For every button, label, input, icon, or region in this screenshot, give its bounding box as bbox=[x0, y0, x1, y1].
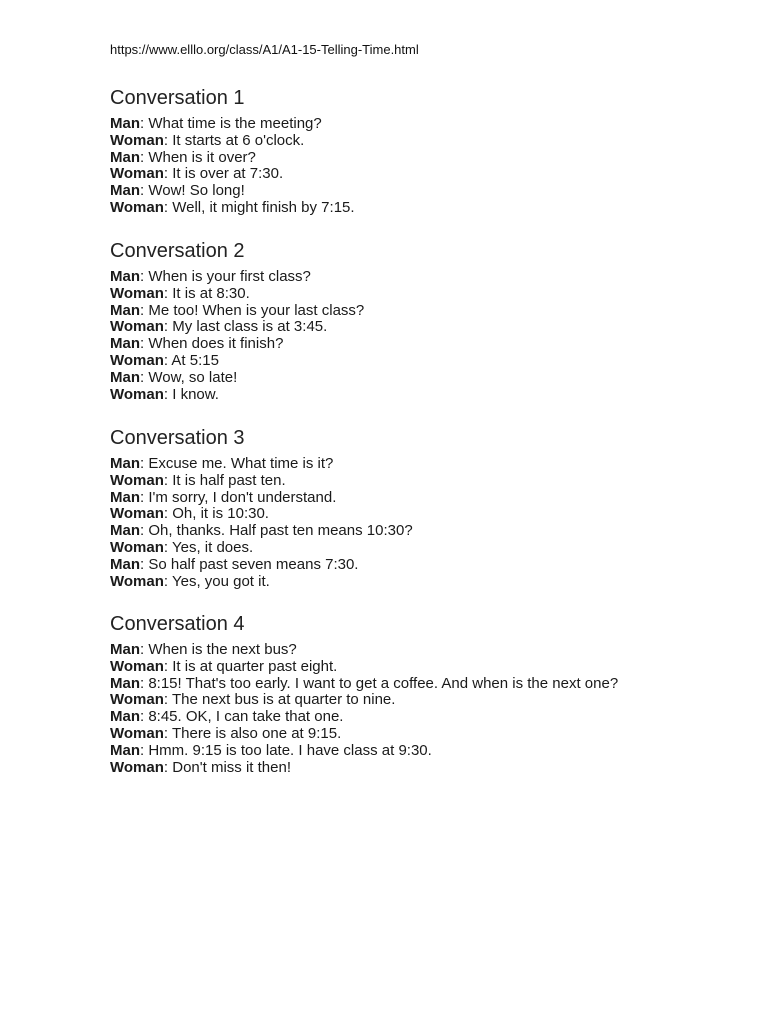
speaker-name: Woman bbox=[110, 165, 164, 183]
dialogue-text: : When is your first class? bbox=[140, 268, 311, 285]
dialogue-text: : When is the next bus? bbox=[140, 641, 297, 658]
dialogue-text: : Wow, so late! bbox=[140, 368, 238, 386]
source-url: https://www.elllo.org/class/A1/A1-15-Telling-Time.html bbox=[110, 42, 419, 57]
speaker-name: Man bbox=[110, 674, 140, 692]
speaker-name: Man bbox=[110, 115, 140, 132]
speaker-name: Woman bbox=[110, 758, 164, 776]
dialogue-text: : When is it over? bbox=[140, 148, 256, 166]
dialogue-line bbox=[110, 370, 750, 387]
dialogue-line bbox=[110, 200, 750, 217]
dialogue-line bbox=[110, 557, 750, 574]
dialogue-text: : It starts at 6 o'clock. bbox=[163, 131, 305, 149]
conversation-title: Conversation 2 bbox=[110, 240, 245, 262]
speaker-name: Man bbox=[110, 268, 140, 285]
dialogue-text: : 8:15! That's too early. I want to get a coffee. And when is the next one? bbox=[140, 674, 619, 692]
dialogue-text: : Yes, it does. bbox=[163, 538, 254, 556]
conversation-title: Conversation 1 bbox=[110, 87, 245, 109]
speaker-name: Man bbox=[110, 182, 140, 200]
dialogue-text: : What time is the meeting? bbox=[140, 115, 322, 132]
speaker-name: Woman bbox=[110, 284, 164, 302]
dialogue-line bbox=[110, 523, 750, 540]
dialogue-text: : So half past seven means 7:30. bbox=[140, 555, 359, 573]
speaker-name: Man bbox=[110, 488, 140, 506]
dialogue-line bbox=[110, 490, 750, 507]
dialogue-text: : Wow! So long! bbox=[140, 182, 245, 200]
speaker-name: Man bbox=[110, 741, 140, 759]
speaker-name: Woman bbox=[110, 385, 164, 403]
dialogue-line bbox=[110, 473, 750, 490]
speaker-name: Man bbox=[110, 148, 140, 166]
dialogue-line bbox=[110, 574, 750, 591]
speaker-name: Woman bbox=[110, 131, 164, 149]
dialogue-text: : I know. bbox=[163, 385, 219, 403]
dialogue-text: : My last class is at 3:45. bbox=[163, 318, 328, 336]
dialogue-line bbox=[110, 319, 750, 336]
dialogue-text: : Don't miss it then! bbox=[163, 758, 291, 776]
dialogue-line bbox=[110, 743, 750, 760]
dialogue-text: : Excuse me. What time is it? bbox=[140, 455, 334, 472]
speaker-name: Man bbox=[110, 455, 140, 472]
speaker-name: Woman bbox=[110, 691, 164, 709]
dialogue-line bbox=[110, 642, 750, 659]
dialogue-text: : 8:45. OK, I can take that one. bbox=[140, 708, 344, 726]
dialogue-line bbox=[110, 183, 750, 200]
dialogue-text: : Me too! When is your last class? bbox=[140, 301, 365, 319]
speaker-name: Woman bbox=[110, 657, 164, 675]
dialogue-line bbox=[110, 336, 750, 353]
dialogue-line bbox=[110, 676, 750, 693]
dialogue-text: : The next bus is at quarter to nine. bbox=[163, 691, 396, 709]
speaker-name: Man bbox=[110, 368, 140, 386]
dialogue-line bbox=[110, 387, 750, 404]
dialogue-text: : I'm sorry, I don't understand. bbox=[140, 488, 337, 506]
dialogue-text: : It is over at 7:30. bbox=[163, 165, 284, 183]
conversation-title: Conversation 4 bbox=[110, 613, 245, 635]
dialogue-line bbox=[110, 709, 750, 726]
dialogue-line bbox=[110, 692, 750, 709]
conversation-1 bbox=[110, 86, 750, 217]
dialogue-text: : It is half past ten. bbox=[163, 471, 286, 489]
dialogue-text: : Hmm. 9:15 is too late. I have class at 9:30. bbox=[140, 741, 432, 759]
dialogue-line bbox=[110, 659, 750, 676]
speaker-name: Man bbox=[110, 555, 140, 573]
dialogue-line bbox=[110, 760, 750, 777]
conversation-3 bbox=[110, 426, 750, 590]
dialogue-text: : At 5:15 bbox=[163, 351, 219, 369]
dialogue-line bbox=[110, 269, 750, 286]
speaker-name: Woman bbox=[110, 724, 164, 742]
speaker-name: Woman bbox=[110, 505, 164, 523]
speaker-name: Man bbox=[110, 708, 140, 726]
dialogue-text: : Well, it might finish by 7:15. bbox=[163, 198, 355, 216]
speaker-name: Woman bbox=[110, 538, 164, 556]
speaker-name: Man bbox=[110, 335, 140, 353]
dialogue-line bbox=[110, 353, 750, 370]
conversation-2 bbox=[110, 239, 750, 403]
speaker-name: Woman bbox=[110, 318, 164, 336]
dialogue-line bbox=[110, 166, 750, 183]
dialogue-line bbox=[110, 456, 750, 473]
conversation-4 bbox=[110, 612, 750, 776]
dialogue-text: : There is also one at 9:15. bbox=[163, 724, 342, 742]
conversation-title: Conversation 3 bbox=[110, 427, 245, 449]
dialogue-line bbox=[110, 540, 750, 557]
dialogue-text: : When does it finish? bbox=[140, 335, 284, 353]
speaker-name: Woman bbox=[110, 572, 164, 590]
speaker-name: Man bbox=[110, 522, 140, 540]
dialogue-line bbox=[110, 286, 750, 303]
dialogue-line bbox=[110, 303, 750, 320]
dialogue-text: : It is at quarter past eight. bbox=[163, 657, 338, 675]
dialogue-text: : Yes, you got it. bbox=[163, 572, 270, 590]
speaker-name: Woman bbox=[110, 351, 164, 369]
dialogue-line bbox=[110, 506, 750, 523]
speaker-name: Woman bbox=[110, 471, 164, 489]
dialogue-line bbox=[110, 133, 750, 150]
speaker-name: Man bbox=[110, 301, 140, 319]
dialogue-text: : It is at 8:30. bbox=[163, 284, 250, 302]
dialogue-line bbox=[110, 726, 750, 743]
dialogue-line bbox=[110, 116, 750, 133]
speaker-name: Woman bbox=[110, 198, 164, 216]
speaker-name: Man bbox=[110, 641, 140, 658]
dialogue-text: : Oh, thanks. Half past ten means 10:30? bbox=[140, 522, 413, 540]
dialogue-line bbox=[110, 150, 750, 167]
dialogue-text: : Oh, it is 10:30. bbox=[163, 505, 269, 523]
